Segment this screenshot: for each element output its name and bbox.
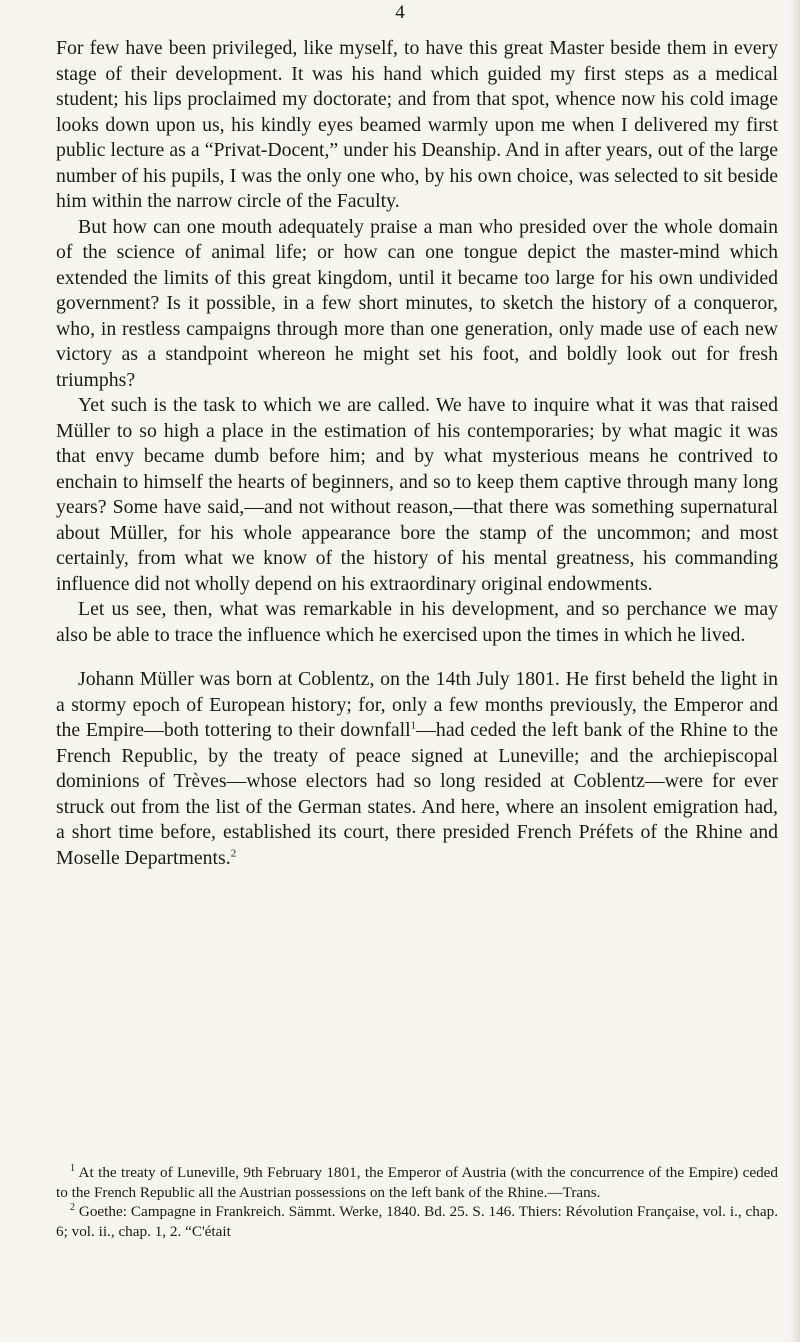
page-edge-shadow — [790, 0, 800, 1342]
paragraph-2: But how can one mouth adequately praise a man who presided over the whole domain of the science of animal life; or how can one tongue depict the master-mind which extended the limits of this great kingdom, until it became too large for his own undivided government? Is it possible, in a few short minutes, to sketch the history of a conqueror, who, in restless campaigns through more than one generation, only made use of each new victory as a standpoint whereon he might set his foot, and boldly look out for fresh triumphs? — [56, 215, 778, 391]
section-gap — [56, 648, 778, 667]
footnote-2 — [56, 1202, 778, 1241]
paragraph-4: Let us see, then, what was remarkable in his development, and so perchance we may also be able to trace the influence which he exercised upon the times in which he lived. — [56, 598, 778, 646]
paragraph-1: For few have been privileged, like myself, to have this great Master beside them in every stage of their development. It was his hand which guided my first steps as a medical student; his lips proclaimed my doctorate; and from that spot, whence now his cold image looks down upon us, his kindly eyes beamed warmly upon me when I delivered my first public lecture as a “Privat-Docent,” under his Deanship. And in after years, out of the large number of his pupils, I was the only one who, by his own choice, was selected to sit beside him within the narrow circle of the Faculty. — [56, 37, 778, 212]
footnote-text: At the treaty of Luneville, 9th February 1801, the Emperor of Austria (with the concurrence of the Empire) ceded to the French Republic all the Austrian possessions on the left bank of the Rhine.—Trans. — [56, 1164, 778, 1201]
footnote-ref-1: 1 — [410, 719, 417, 732]
main-text — [56, 36, 778, 871]
footnote-number: 2 — [70, 1201, 75, 1213]
footnote-1 — [56, 1163, 778, 1202]
page-number: 4 — [395, 2, 405, 23]
footnote-text: Goethe: Campagne in Frankreich. Sämmt. Werke, 1840. Bd. 25. S. 146. Thiers: Révolution Française, vol. i., chap. 6; vol. ii., chap. 1, 2. “C'était — [56, 1203, 778, 1240]
footnote-number: 1 — [70, 1162, 75, 1174]
paragraph-3: Yet such is the task to which we are called. We have to inquire what it was that raised Müller to so high a place in the estimation of his contemporaries; by what magic it was that envy became dumb before him; and by what mysterious means he contrived to enchain to himself the hearts of beginners, and so to keep them captive through many long years? Some have said,—and not without reason,—that there was something supernatural about Müller, for his whole appearance bore the stamp of the uncommon; and most certainly, from what we know of the history of his mental greatness, his commanding influence did not wholly depend on his extraordinary original endowments. — [56, 394, 778, 595]
paragraph-5 — [56, 667, 778, 871]
paragraph-5-text-a: Johann Müller was born at Coblentz, on the 14th July 1801. He first beheld the light in a stormy epoch of European history; for, only a few months previously, the Emperor and the Empire—both tottering to their downfall — [56, 668, 778, 741]
footnotes — [56, 1163, 778, 1241]
footnote-ref-2: 2 — [230, 846, 237, 859]
paragraph-5-text-b: —had ceded the left bank of the Rhine to the French Republic, by the treaty of peace signed at Luneville; and the archiepiscopal dominions of Trèves—whose electors had so long resided at Coblentz—were for ever struck out from the list of the German states. And here, where an insolent emigration had, a short time before, established its court, there presided French Préfets of the Rhine and Moselle Departments. — [56, 719, 778, 869]
